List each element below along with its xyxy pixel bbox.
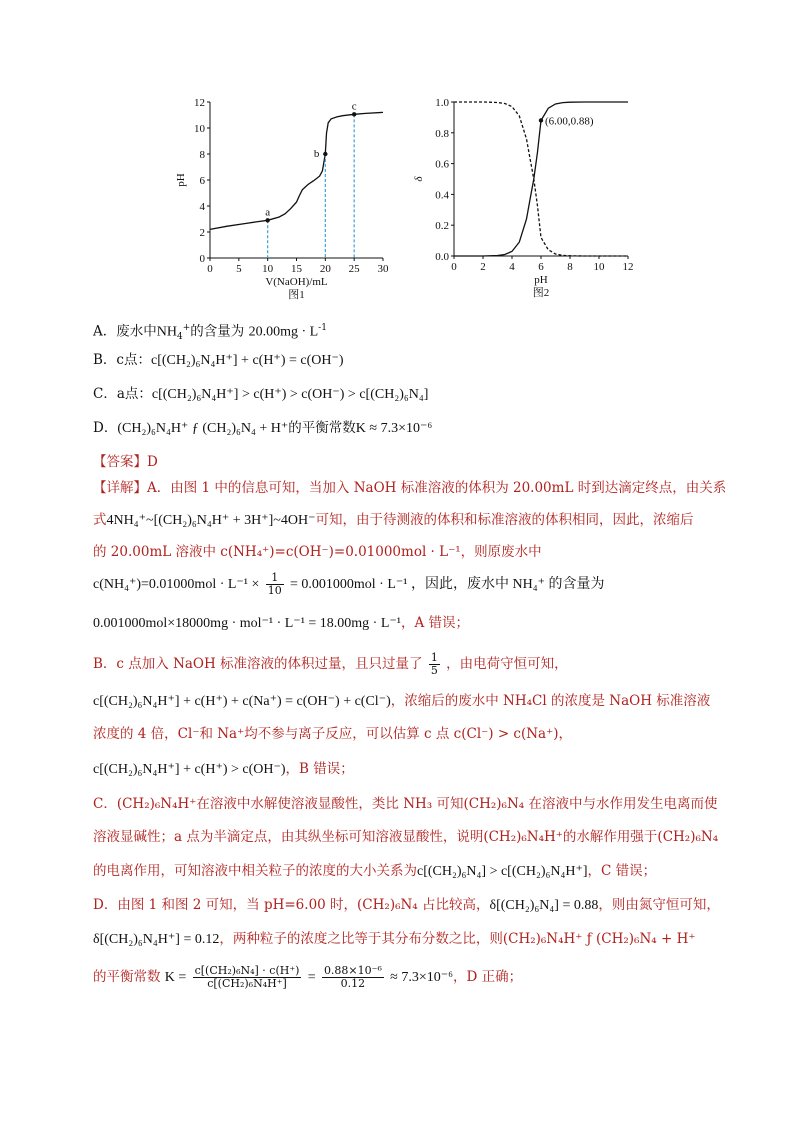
x-tick-label: 12 bbox=[622, 261, 634, 273]
point-marker bbox=[265, 218, 269, 222]
fraction-one-fifth: $\frac{1}{5}$ bbox=[430, 651, 438, 677]
y-tick-label: 0.4 bbox=[435, 189, 449, 202]
y-tick-label: 0.2 bbox=[435, 220, 449, 233]
analysis-c-line3: 的电离作用，可知溶液中相关粒子的浓度的大小关系为c[(CH₂)₆N₄] > c[(CH₂)₆N₄H⁺]，C 错误； bbox=[93, 863, 657, 879]
x-tick-label: 10 bbox=[593, 261, 605, 273]
y-tick-label: 0.8 bbox=[435, 127, 449, 140]
y-tick-label: 12 bbox=[194, 97, 205, 109]
x-tick-label: 0 bbox=[451, 261, 457, 273]
x-tick-label: 30 bbox=[377, 263, 389, 275]
x-tick-label: 20 bbox=[319, 263, 331, 275]
y-tick-label: 0.0 bbox=[435, 251, 449, 263]
figure-caption: 图2 bbox=[532, 287, 550, 299]
answer-line: 【答案】D bbox=[93, 454, 158, 470]
y-tick-label: 0.6 bbox=[435, 158, 449, 171]
y-tick-label: 8 bbox=[199, 149, 205, 161]
x-tick-label: 5 bbox=[236, 263, 242, 275]
x-tick-label: 4 bbox=[509, 261, 515, 273]
series-line bbox=[454, 102, 628, 256]
fraction-one-tenth: $\frac{1}{10}$ bbox=[267, 571, 282, 597]
x-tick-label: 10 bbox=[262, 263, 274, 275]
x-tick-label: 2 bbox=[480, 261, 486, 273]
annotation-label: (6.00,0.88) bbox=[545, 115, 594, 128]
figure-2-distribution-curve bbox=[408, 92, 644, 312]
y-tick-label: 2 bbox=[199, 227, 205, 239]
analysis-b-line3: 浓度的 4 倍，Cl⁻和 Na⁺均不参与离子反应，可以估算 c 点 c(Cl⁻) > c(Na⁺)， bbox=[93, 726, 572, 742]
x-tick-label: 15 bbox=[291, 263, 302, 275]
analysis-a-line5: 0.001000mol×18000mg · mol⁻¹ · L⁻¹ = 18.00mg · L⁻¹，A 错误； bbox=[93, 615, 470, 631]
x-tick-label: 6 bbox=[538, 261, 544, 273]
analysis-a-line2: 式4NH₄⁺~[(CH₂)₆N₄H⁺ + 3H⁺]~4OH⁻可知，由于待测液的体积和标准溶液的体积相同，因此，浓缩后 bbox=[93, 512, 694, 528]
x-tick-label: 8 bbox=[567, 261, 573, 273]
analysis-c-line2: 溶液显碱性；a 点为半滴定点，由其纵坐标可知溶液显酸性，说明(CH₂)₆N₄H⁺的水解作用强于(CH₂)₆N₄ bbox=[93, 829, 719, 845]
analysis-d-line1: D．由图 1 和图 2 可知，当 pH=6.00 时，(CH₂)₆N₄ 占比较高，δ[(CH₂)₆N₄] = 0.88，则由氮守恒可知， bbox=[93, 897, 720, 913]
option-c: C．a点：c[(CH₂)₆N₄H⁺] > c(H⁺) > c(OH⁻) > c[(CH₂)₆N₄] bbox=[93, 386, 429, 402]
point-marker bbox=[323, 152, 327, 156]
y-tick-label: 1.0 bbox=[435, 97, 449, 109]
x-tick-label: 0 bbox=[207, 263, 213, 275]
point-marker bbox=[352, 112, 356, 116]
point-label: a bbox=[265, 206, 271, 219]
analysis-b-line1: B．c 点加入 NaOH 标准溶液的体积过量，且只过量了 $\frac{1}{5}$ ，由电荷守恒可知， bbox=[93, 651, 568, 677]
figure-1-titration-curve bbox=[170, 92, 402, 312]
analysis-a-line4: c(NH₄⁺)=0.01000mol · L⁻¹ × $\frac{1}{10}$ = 0.001000mol · L⁻¹ ，因此，废水中 NH₄⁺ 的含量为 bbox=[93, 571, 605, 597]
option-b: B．c点：c[(CH₂)₆N₄H⁺] + c(H⁺) = c(OH⁻) bbox=[93, 352, 344, 368]
analysis-c-line1: C．(CH₂)₆N₄H⁺在溶液中水解使溶液显酸性，类比 NH₃ 可知(CH₂)₆N₄ 在溶液中与水作用发生电离而使 bbox=[93, 796, 718, 812]
analysis-a-line1: 【详解】A．由图 1 中的信息可知，当加入 NaOH 标准溶液的体积为 20.00mL 时到达滴定终点，由关系 bbox=[93, 480, 727, 496]
analysis-d-line2: δ[(CH₂)₆N₄H⁺] = 0.12，两种粒子的浓度之比等于其分布分数之比，则(CH₂)₆N₄H⁺ ƒ (CH₂)₆N₄ + H⁺ bbox=[93, 931, 696, 947]
option-a: A．废水中$NH_4^+$的含量为 $20.00mg \cdot L^{-1}$ bbox=[93, 323, 327, 343]
y-tick-label: 4 bbox=[199, 201, 205, 213]
series-line bbox=[210, 112, 383, 229]
y-tick-label: 0 bbox=[199, 253, 205, 265]
point-label: c bbox=[351, 100, 357, 113]
analysis-b-line2: c[(CH₂)₆N₄H⁺] + c(H⁺) + c(Na⁺) = c(OH⁻) + c(Cl⁻)，浓缩后的废水中 NH₄Cl 的浓度是 NaOH 标准溶液 bbox=[93, 693, 711, 709]
y-axis-label: δ bbox=[413, 176, 425, 182]
x-tick-label: 25 bbox=[348, 263, 360, 275]
point-label: b bbox=[313, 148, 320, 160]
analysis-b-line4: c[(CH₂)₆N₄H⁺] + c(H⁺) > c(OH⁻)，B 错误； bbox=[93, 761, 354, 777]
x-axis-label: pH bbox=[534, 274, 548, 286]
analysis-a-line3: 的 20.00mL 溶液中 c(NH₄⁺)=c(OH⁻)=0.01000mol · L⁻¹，则原废水中 bbox=[93, 544, 542, 560]
figure-caption: 图1 bbox=[288, 289, 305, 301]
option-d: D．(CH₂)₆N₄H⁺ ƒ (CH₂)₆N₄ + H⁺的平衡常数K ≈ 7.3×10⁻⁶ bbox=[93, 420, 433, 436]
y-axis-label: pH bbox=[175, 173, 187, 187]
equilibrium-fraction: $\frac{\text{c[(CH₂)₆N₄] · c(H⁺)}}{\text{c[(CH₂)₆N₄H⁺]}}$ bbox=[194, 964, 300, 990]
analysis-d-line3: 的平衡常数 K = $\frac{\text{c[(CH₂)₆N₄] · c(H⁺)}}{\text{c[(CH₂)₆N₄H⁺]}}$ = $\frac{\text{0.88×10⁻⁶}}{0.12}$ ≈ 7.3×10⁻⁶，D 正确； bbox=[93, 964, 523, 990]
annotation-marker bbox=[539, 118, 543, 122]
x-axis-label: V(NaOH)/mL bbox=[265, 276, 328, 288]
numeric-fraction: $\frac{\text{0.88×10⁻⁶}}{0.12}$ bbox=[323, 964, 382, 990]
y-tick-label: 10 bbox=[194, 123, 205, 135]
y-tick-label: 6 bbox=[199, 175, 205, 187]
